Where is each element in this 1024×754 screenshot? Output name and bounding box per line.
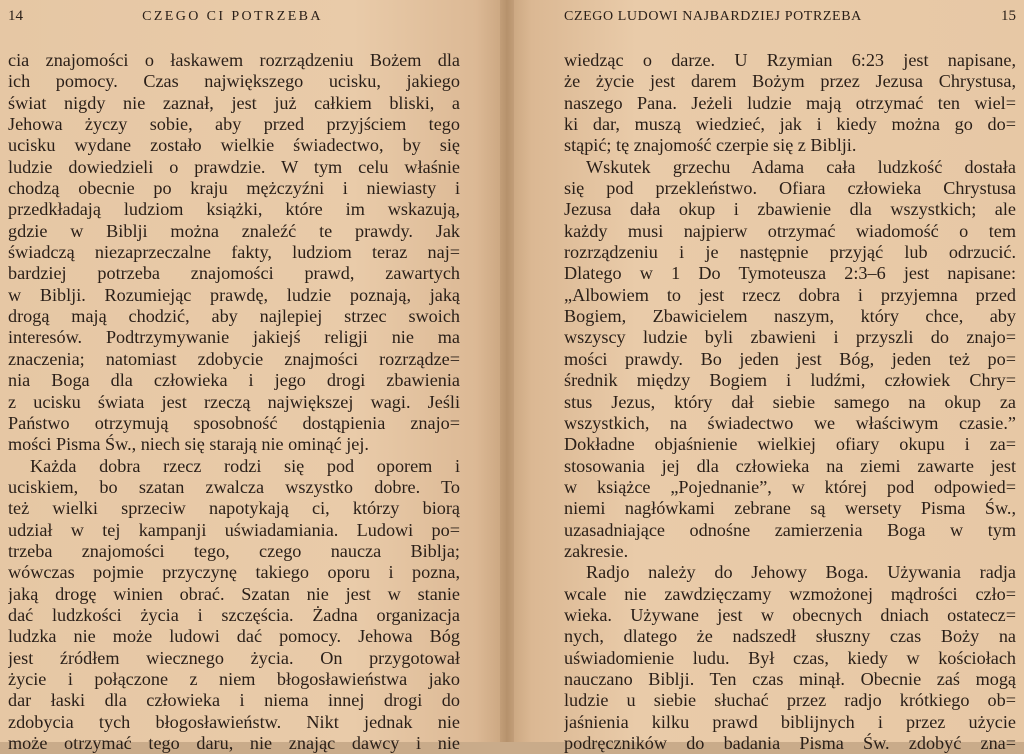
text-line: stosowania jej dla człowieka na ziemi zawarte jest [564, 455, 1016, 476]
right-page [506, 0, 1024, 753]
text-line: Dokładne objaśnienie wielkiej ofiary okupu i za= [564, 434, 1016, 455]
text-line: ich pomocy. Czas największego ucisku, jakiego [8, 71, 460, 92]
text-line: drogą mają chodzić, aby najlepiej strzec swoich [8, 306, 460, 327]
running-head: CZEGO LUDOWI NAJBARDZIEJ POTRZEBA [564, 9, 862, 24]
text-line: wszyscy ludzie byli zbawieni i przyszli do znajo= [564, 327, 1016, 348]
text-line: mości Pisma Św., niech się starają nie ominąć jej. [8, 434, 369, 455]
text-line: średnik między Bogiem i ludźmi, człowiek Chry= [564, 370, 1016, 391]
left-page-header [8, 8, 460, 32]
text-line: Jezusa dała okup i zbawienie dla wszystkich; ale [564, 199, 1016, 220]
text-line: Państwo otrzymują sposobność dostąpienia znajo= [8, 412, 460, 433]
text-line: wcale nie zawdzięczamy wzmożonej mądrości czło= [564, 583, 1016, 604]
text-line: dar łaski dla człowieka i niema innej drogi do [8, 690, 460, 711]
text-line: świat nigdy nie zaznał, jest już całkiem bliski, a [8, 92, 460, 113]
text-line: nia Boga dla człowieka i jego drogi zbawienia [8, 370, 460, 391]
text-line: uciskiem, bo szatan zwalcza wszystko dobre. To [8, 476, 460, 497]
text-line: się pod przekleństwo. Ofiara człowieka Chrystusa [564, 178, 1016, 199]
text-line: że życie jest darem Bożym przez Jezusa Chrystusa, [564, 71, 1016, 92]
text-line: jest źródłem wiecznego życia. On przygotował [8, 647, 460, 668]
text-line: jaśnienia kilku prawd biblijnych i przez użycie [564, 711, 1016, 732]
text-line: jaką drogę winien obrać. Szatan nie jest w stanie [8, 583, 460, 604]
text-line: mości prawdy. Bo jeden jest Bóg, jeden też po= [564, 348, 1016, 369]
text-line: podręczników do badania Pisma Św. zdobyć zna= [564, 733, 1016, 753]
text-line: ludzie dowiedzieli o prawdzie. W tym celu właśnie [8, 156, 460, 177]
text-line: trzeba znajomości tego, czego naucza Biblja; [8, 540, 460, 561]
text-line: ludzka nie może ludowi dać pomocy. Jehowa Bóg [8, 626, 460, 647]
text-line: może otrzymać tego daru, nie znając dawcy i nie [8, 733, 460, 753]
text-line: ludzie u siebie słuchać przez radjo krótkiego ob= [564, 690, 1016, 711]
text-line: cia znajomości o łaskawem rozrządzeniu Bożem dla [8, 50, 460, 70]
text-line: ki dar, muszą wiedzieć, jak i kiedy można go do= [564, 114, 1016, 135]
text-line: ucisku wydane zostało wielkie świadectwo, by się [8, 135, 460, 156]
text-line: uzasadniające odnośne zamierzenia Boga w tym [564, 519, 1016, 540]
text-line: dać ludzkości życia i szczęścia. Żadna organizacja [8, 604, 460, 625]
right-page-body [564, 50, 1016, 754]
text-line: Dlatego w 1 Do Tymoteusza 2:3–6 jest napisane: [564, 263, 1016, 284]
text-line: zdobycia tych błogosławieństw. Nikt jednak nie [8, 711, 460, 732]
text-line: stus Jezus, który dał siebie samego na okup za [564, 391, 1016, 412]
text-line: stąpić; tę znajomość czerpie się z Biblji. [564, 135, 857, 156]
text-line: naszego Pana. Jeżeli ludzie mają otrzymać ten wiel= [564, 92, 1016, 113]
book-gutter [500, 0, 514, 742]
text-line: świadczą niezaprzeczalne fakty, ludziom teraz naj= [8, 242, 460, 263]
text-line: rozrządzeniu i je następnie przyjąć lub odrzucić. [564, 242, 1016, 263]
running-head: CZEGO CI POTRZEBA [142, 9, 323, 24]
text-line: „Albowiem to jest rzecz dobra i przyjemna przed [564, 284, 1016, 305]
text-line: uświadomienie ludu. Był czas, kiedy w kościołach [564, 647, 1016, 668]
page-number: 14 [8, 8, 23, 24]
text-line: Jehowa życzy sobie, aby przed przyjściem tego [8, 114, 460, 135]
text-line: nauczano Biblji. Ten czas minął. Obecnie zaś mogą [564, 668, 1016, 689]
left-page-body [8, 50, 460, 754]
text-line: Wskutek grzechu Adama cała ludzkość dostała [586, 156, 1016, 177]
text-line: wieka. Używane jest w obecnych dniach ostatecz= [564, 604, 1016, 625]
text-line: Bogiem, Zbawicielem naszym, który chce, aby [564, 306, 1016, 327]
text-line: bardziej potrzeba znajomości prawd, zawartych [8, 263, 460, 284]
text-line: wiedząc o darze. U Rzymian 6:23 jest napisane, [564, 50, 1016, 70]
text-line: nych, dlatego że nadszedł słuszny czas Boży na [564, 626, 1016, 647]
right-page-header [564, 8, 1016, 32]
left-page [0, 0, 506, 753]
text-line: wówczas pojmie przyczynę takiego oporu i pozna, [8, 562, 460, 583]
text-line: chodzą obecnie po kraju mężczyźni i niewiasty i [8, 178, 460, 199]
text-line: Każda dobra rzecz rodzi się pod oporem i [30, 455, 460, 476]
text-line: interesów. Podtrzymywanie jakiejś religji nie ma [8, 327, 460, 348]
text-line: znaczenia; natomiast zdobycie znajmości rozrządze= [8, 348, 460, 369]
text-line: udział w tej kampanji uświadamiania. Ludowi po= [8, 519, 460, 540]
text-line: przedkładają ludziom książki, które im wskazują, [8, 199, 460, 220]
text-line: życie i połączone z niem błogosławieństwa jako [8, 668, 460, 689]
text-line: gdzie w Biblji można znaleźć te prawdy. Jak [8, 220, 460, 241]
text-line: każdy musi najpierw otrzymać wiadomość o tem [564, 220, 1016, 241]
text-line: w książce „Pojednanie”, w której pod odpowied= [564, 476, 1016, 497]
text-line: w Biblji. Rozumiejąc prawdę, ludzie poznają, jaką [8, 284, 460, 305]
text-line: wszystkich, na świadectwo we właściwym czasie.” [564, 412, 1016, 433]
text-line: zakresie. [564, 540, 629, 561]
text-line: z ucisku świata jest rzeczą największej wagi. Jeśli [8, 391, 460, 412]
text-line: niemi nagłówkami zebrane są wersety Pisma Św., [564, 498, 1016, 519]
page-number: 15 [1001, 8, 1016, 24]
text-line: Radjo należy do Jehowy Boga. Używania radja [586, 562, 1016, 583]
text-line: też wielki sprzeciw napotykają ci, którzy biorą [8, 498, 460, 519]
